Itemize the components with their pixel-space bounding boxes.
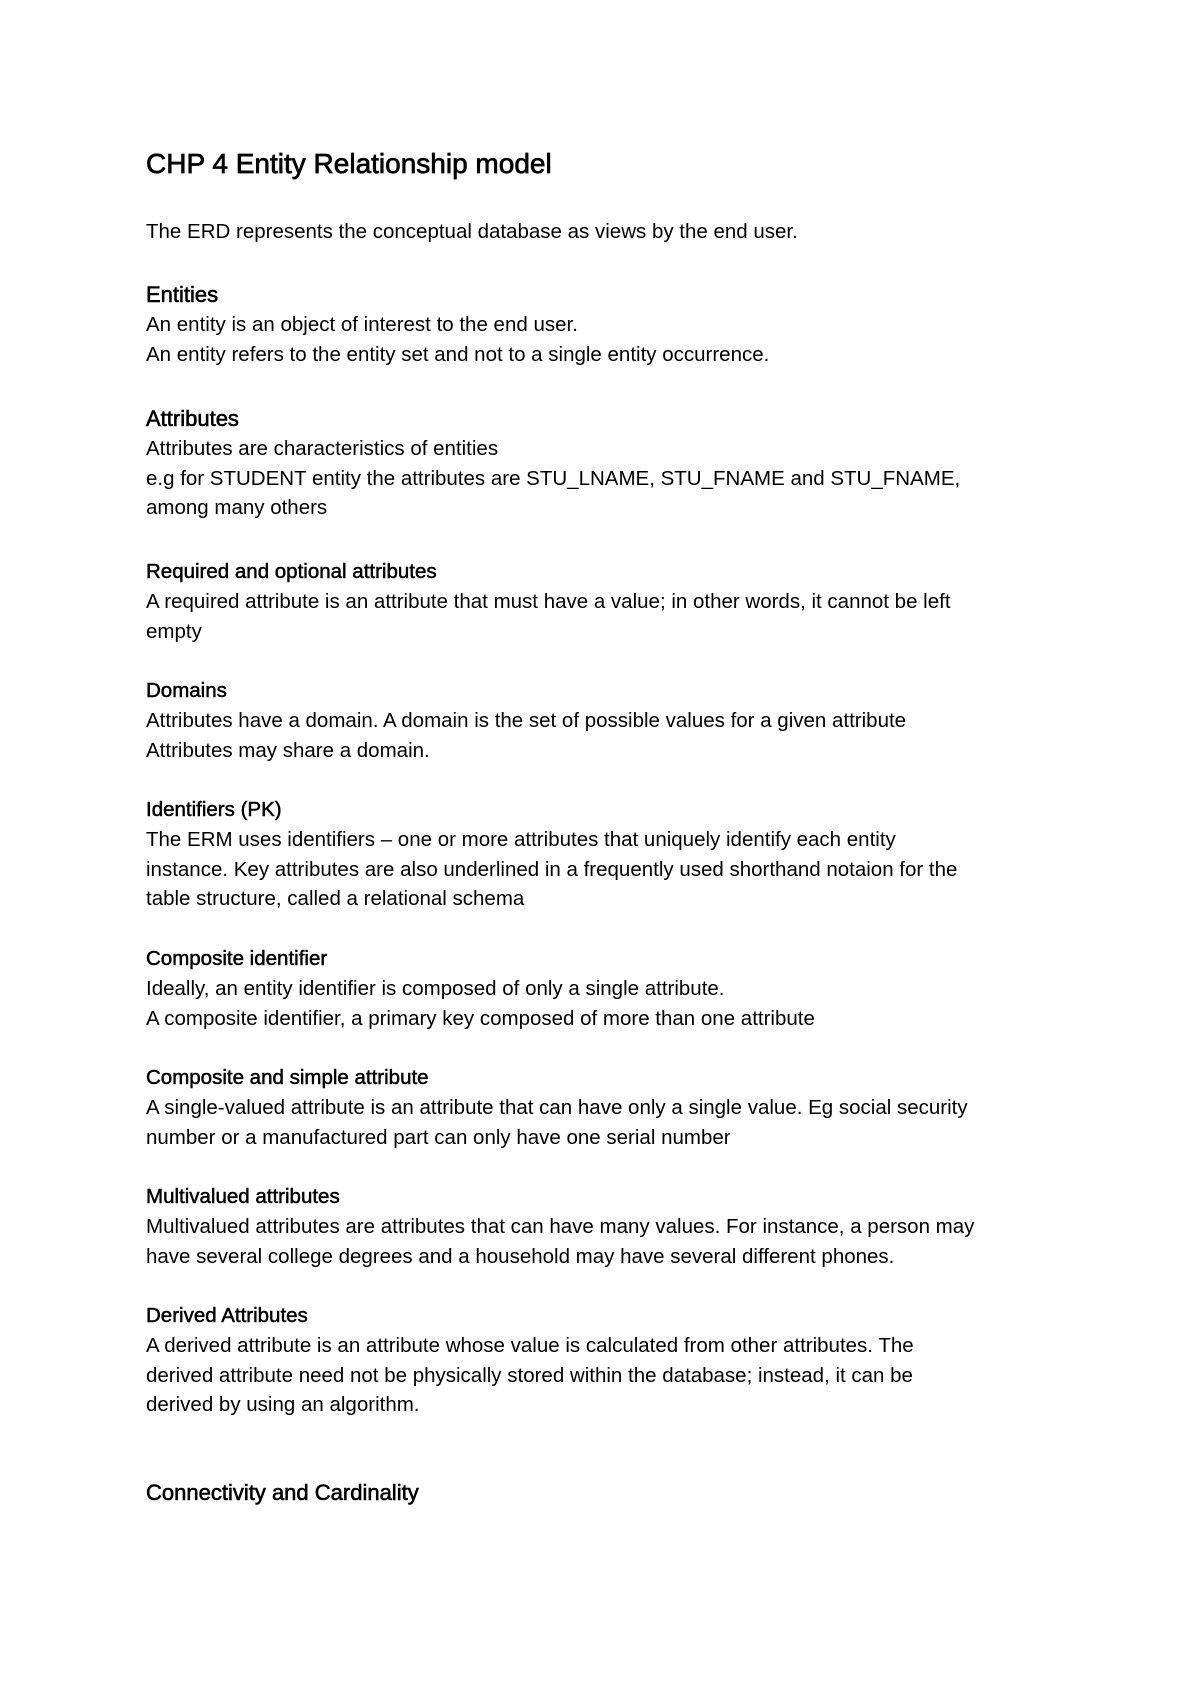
composite-simple-line-2: number or a manufactured part can only have one serial number [146,1125,731,1149]
section-multivalued [146,1182,1086,1271]
attributes-line-3: among many others [146,496,328,520]
entities-line-1: An entity is an object of interest to the end user. [146,313,578,336]
section-entities [146,280,1086,369]
intro-paragraph: The ERD represents the conceptual database as views by the end user. [146,220,798,243]
domains-line-2: Attributes may share a domain. [146,738,430,762]
derived-line-1: A derived attribute is an attribute whose value is calculated from other attributes. The [146,1334,914,1357]
section-heading-composite-identifier: Composite identifier [146,947,328,970]
section-composite-identifier [146,944,1086,1033]
section-required-optional [146,557,1086,646]
composite-identifier-line-1: Ideally, an entity identifier is composed of only a single attribute. [146,977,725,1000]
section-heading-attributes: Attributes [146,406,239,431]
section-domains [146,676,1086,765]
attributes-line-2: e.g for STUDENT entity the attributes are STU_LNAME, STU_FNAME and STU_FNAME, [146,466,961,490]
document-title: CHP 4 Entity Relationship model [146,148,552,179]
attributes-line-1: Attributes are characteristics of entities [146,437,499,460]
section-heading-entities: Entities [146,282,219,307]
composite-identifier-line-2: A composite identifier, a primary key composed of more than one attribute [146,1006,815,1030]
identifiers-line-1: The ERM uses identifiers – one or more attributes that uniquely identify each entity [146,828,896,851]
section-identifiers [146,795,1086,914]
domains-line-1: Attributes have a domain. A domain is the set of possible values for a given attribute [146,709,907,732]
multivalued-line-2: have several college degrees and a household may have several different phones. [146,1244,895,1268]
section-attributes [146,404,1086,523]
multivalued-line-1: Multivalued attributes are attributes that can have many values. For instance, a person may [146,1215,975,1238]
section-heading-connectivity: Connectivity and Cardinality [146,1480,419,1505]
section-heading-composite-simple: Composite and simple attribute [146,1066,429,1089]
section-heading-domains: Domains [146,679,227,702]
composite-simple-line-1: A single-valued attribute is an attribute that can have only a single value. Eg social security [146,1096,968,1119]
section-heading-multivalued: Multivalued attributes [146,1185,340,1208]
section-heading-derived: Derived Attributes [146,1304,308,1327]
identifiers-line-3: table structure, called a relational schema [146,887,525,911]
section-heading-required-optional: Required and optional attributes [146,560,437,583]
required-line-1: A required attribute is an attribute that must have a value; in other words, it cannot be left [146,590,951,613]
derived-line-3: derived by using an algorithm. [146,1393,420,1417]
entities-line-2: An entity refers to the entity set and not to a single entity occurrence. [146,342,770,366]
required-line-2: empty [146,619,202,643]
identifiers-line-2: instance. Key attributes are also underlined in a frequently used shorthand notaion for the [146,857,958,881]
derived-line-2: derived attribute need not be physically stored within the database; instead, it can be [146,1363,913,1387]
section-heading-identifiers: Identifiers (PK) [146,798,282,821]
section-derived [146,1301,1086,1420]
section-composite-simple [146,1063,1086,1152]
